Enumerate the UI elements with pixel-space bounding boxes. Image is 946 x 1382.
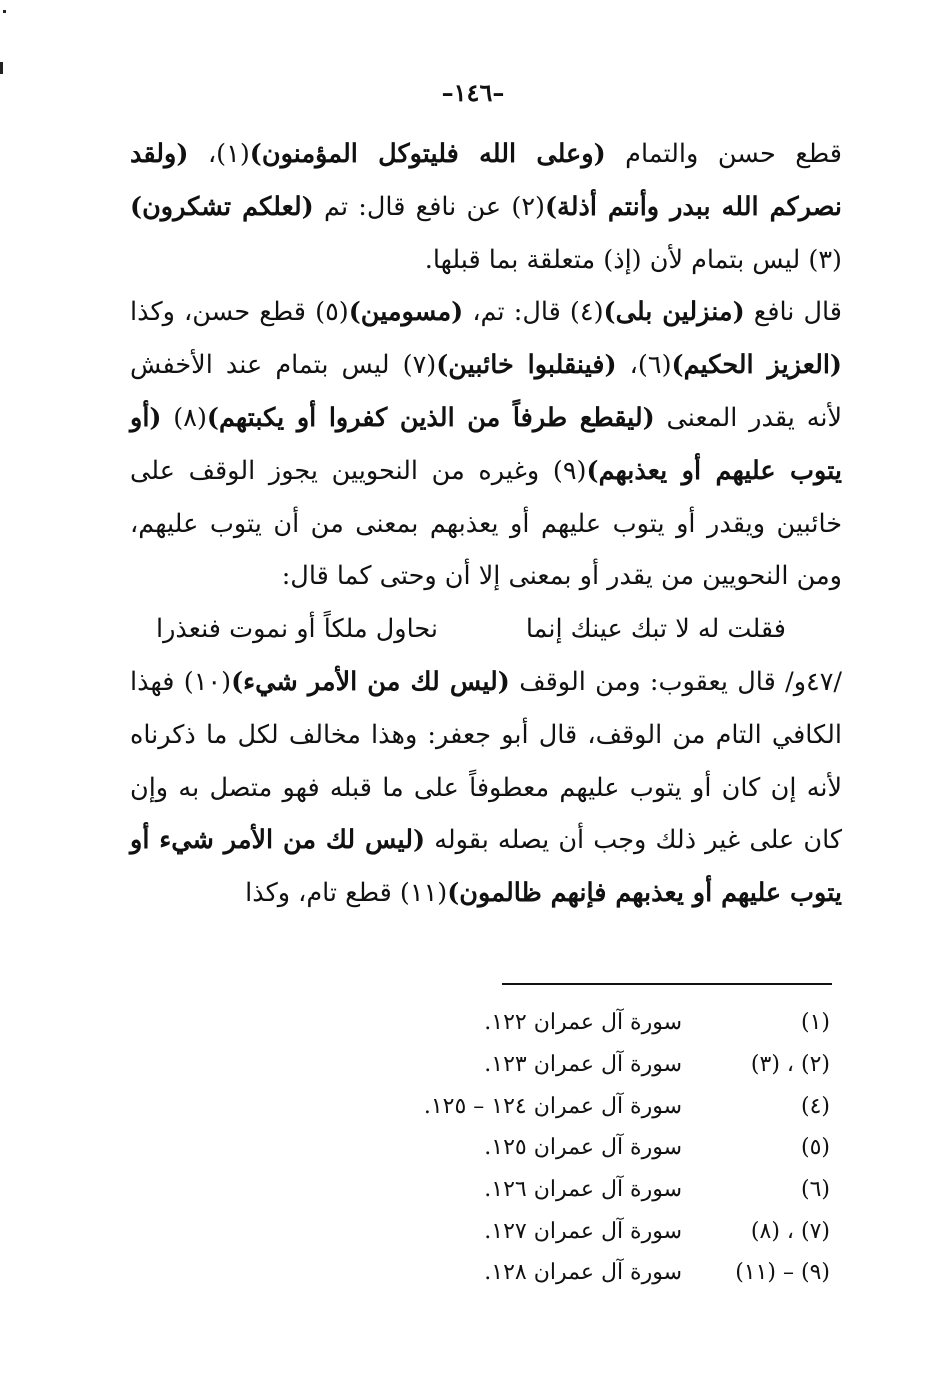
scan-dot-mark xyxy=(3,10,6,13)
quran-quote: (العزيز الحكيم) xyxy=(671,350,842,381)
text-run: (٣) ليس بتمام لأن (إذ) متعلقة بما قبلها. xyxy=(424,244,842,275)
text-run: (٢) عن نافع قال: تم xyxy=(313,191,545,222)
footnote-number: (٢) ، (٣) xyxy=(750,1052,830,1078)
verse-first-hemistich: فقلت له لا تبك عينك إنما xyxy=(525,614,786,645)
footnote-number: (٦) xyxy=(800,1177,830,1203)
text-run: (٦)، xyxy=(616,350,672,381)
quran-quote: (أو يتوب عليهم أو يعذبهم) xyxy=(130,402,842,486)
footnote-number: (٤) xyxy=(800,1093,830,1119)
text-run: (٨) xyxy=(161,402,207,433)
page-number: –١٤٦– xyxy=(441,78,505,107)
footnote-text: سورة آل عمران ١٢٥. xyxy=(484,1135,682,1161)
footnote-text: سورة آل عمران ١٢٣. xyxy=(484,1052,682,1078)
text-run: (٤) قال: تم، xyxy=(463,297,604,328)
text-run: (١٠) فهذا الكافي التام من الوقف، قال أبو جعفر: وهذا مخالف لكل ما ذكرناه لأنه إن كان أو يتوب عليهم معطوفاً على ما قبله فهو متصل به وإن كان على غير ذلك وجب أن يصله بقوله xyxy=(130,666,842,856)
text-run: (١١) قطع تام، وكذا xyxy=(245,878,448,909)
footnote-item xyxy=(300,1085,830,1127)
footnote-item xyxy=(300,1210,830,1252)
footnote-number: (٧) ، (٨) xyxy=(750,1218,830,1244)
text-run: (١)، xyxy=(188,139,250,169)
footnote-separator xyxy=(502,983,832,985)
footnote-item xyxy=(300,1252,830,1294)
footnote-text: سورة آل عمران ١٢٤ – ١٢٥. xyxy=(423,1093,682,1119)
text-run: /٤٧و/ قال يعقوب: ومن الوقف xyxy=(509,666,843,697)
footnote-number: (١) xyxy=(800,1010,830,1036)
quran-quote: (لعلكم تشكرون) xyxy=(130,191,314,222)
footnote-number: (٩) – (١١) xyxy=(735,1260,830,1286)
paragraph-1 xyxy=(130,128,842,286)
footnote-item xyxy=(300,1002,830,1044)
footnote-number: (٥) xyxy=(800,1135,830,1161)
footnotes xyxy=(300,1002,830,1294)
paragraph-2 xyxy=(130,286,842,603)
quran-quote: (ليس لك من الأمر شيء) xyxy=(231,666,510,697)
quran-quote: (فينقلبوا خائبين) xyxy=(436,350,617,381)
footnote-text: سورة آل عمران ١٢٧. xyxy=(484,1218,682,1244)
text-run: (٧) ليس بتمام عند الأخفش لأنه يقدر المعنى xyxy=(130,350,843,433)
poetry-verse xyxy=(130,603,842,656)
quran-quote: (منزلين بلى) xyxy=(603,297,745,328)
quran-quote: (ليس لك من الأمر شيء أو يتوب عليهم أو يعذبهم فإنهم ظالمون) xyxy=(130,825,842,909)
footnote-text: سورة آل عمران ١٢٢. xyxy=(484,1010,682,1036)
text-run: قطع حسن والتمام xyxy=(605,139,842,169)
text-run: (٥) قطع حسن، وكذا xyxy=(130,297,349,328)
quran-quote: (ليقطع طرفاً من الذين كفروا أو يكبتهم) xyxy=(206,402,655,433)
footnote-item xyxy=(300,1169,830,1211)
text-run: (٩) وغيره من النحويين يجوز الوقف على خائبين ويقدر أو يتوب عليهم أو يعذبهم بمعنى من أن يتوب عليهم، ومن النحويين من يقدر أو بمعنى إلا أن وحتى كما قال: xyxy=(130,455,842,592)
footnote-item xyxy=(300,1044,830,1086)
footnote-item xyxy=(300,1127,830,1169)
footnote-text: سورة آل عمران ١٢٨. xyxy=(484,1260,682,1286)
scan-edge-mark xyxy=(0,62,3,74)
quran-quote: (ولقد نصركم الله ببدر وأنتم أذلة) xyxy=(130,139,842,222)
quran-quote: (مسومين) xyxy=(348,297,464,328)
quran-quote: (وعلى الله فليتوكل المؤمنون) xyxy=(249,139,606,169)
verse-second-hemistich: نحاول ملكاً أو نموت فنعذرا xyxy=(156,614,438,645)
footnote-text: سورة آل عمران ١٢٦. xyxy=(484,1177,682,1203)
main-text xyxy=(130,128,842,920)
text-run: قال نافع xyxy=(744,297,842,328)
paragraph-3 xyxy=(130,656,842,920)
